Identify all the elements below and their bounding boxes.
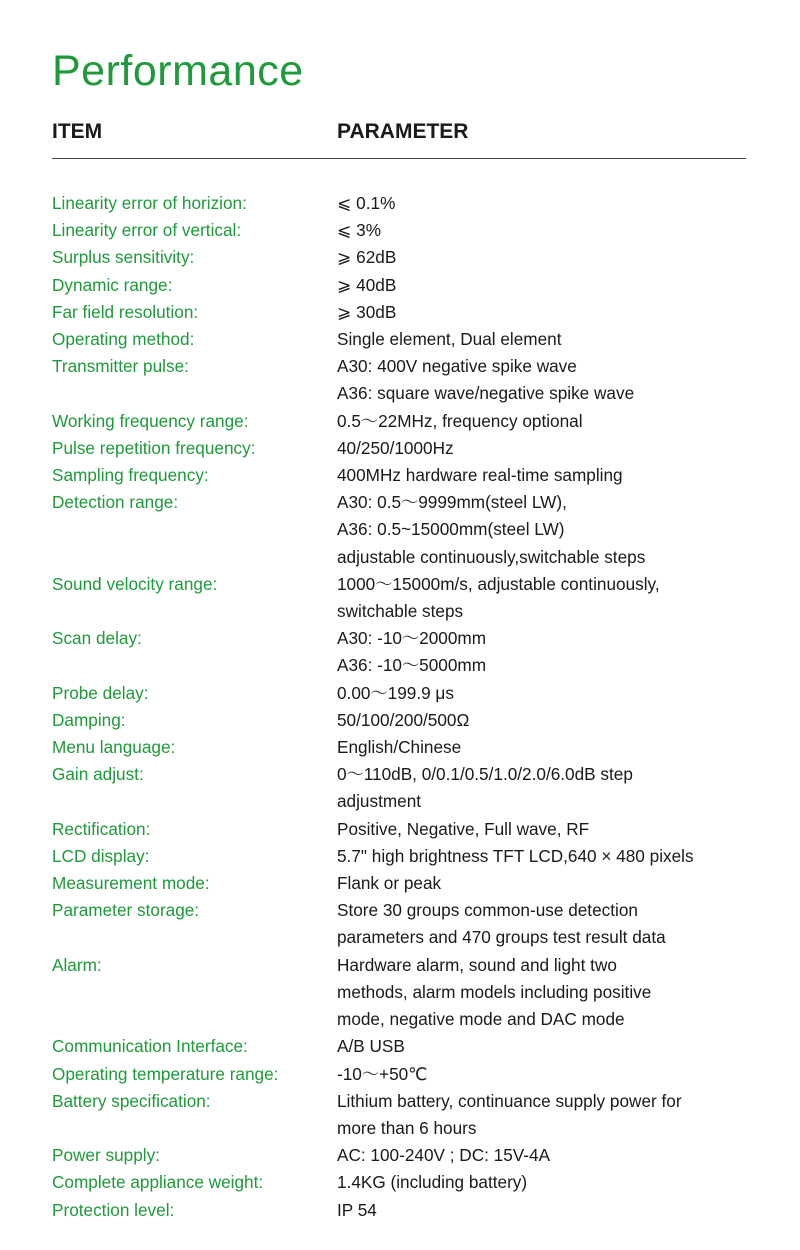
spec-value — [337, 571, 762, 625]
spec-row — [52, 761, 762, 815]
spec-value-line: Lithium battery, continuance supply power for — [337, 1090, 682, 1111]
spec-row — [52, 625, 762, 679]
spec-label: Protection level: — [52, 1199, 175, 1220]
spec-value-line: A36: 0.5~15000mm(steel LW) — [337, 519, 565, 540]
spec-value-line: Store 30 groups common-use detection — [337, 900, 638, 921]
spec-row — [52, 571, 762, 625]
spec-row — [52, 870, 762, 897]
spec-value — [337, 272, 762, 299]
spec-row — [52, 734, 762, 761]
spec-value — [337, 897, 762, 951]
spec-value — [337, 870, 762, 897]
spec-label: Complete appliance weight: — [52, 1172, 264, 1193]
spec-value — [337, 217, 762, 244]
spec-value — [337, 843, 762, 870]
spec-value-line: A30: 400V negative spike wave — [337, 356, 577, 377]
spec-label: Damping: — [52, 709, 126, 730]
spec-value-line: adjustment — [337, 791, 422, 812]
spec-list — [52, 190, 762, 1224]
spec-row — [52, 217, 762, 244]
spec-label: Dynamic range: — [52, 274, 173, 295]
spec-value — [337, 816, 762, 843]
spec-row — [52, 816, 762, 843]
spec-row — [52, 299, 762, 326]
header-divider — [52, 158, 746, 159]
spec-row — [52, 326, 762, 353]
spec-label: Linearity error of horizion: — [52, 193, 247, 213]
spec-value — [337, 326, 762, 353]
spec-value — [337, 244, 762, 271]
spec-value-line: A30: -10～2000mm — [337, 628, 487, 649]
spec-value-line: Hardware alarm, sound and light two — [337, 954, 617, 975]
spec-value — [337, 680, 762, 707]
spec-value-line: 0～110dB, 0/0.1/0.5/1.0/2.0/6.0dB step — [337, 764, 633, 785]
spec-row — [52, 897, 762, 951]
spec-value-line: IP 54 — [337, 1199, 377, 1220]
spec-label: Gain adjust: — [52, 764, 144, 785]
spec-label: Operating temperature range: — [52, 1063, 279, 1084]
spec-label: Battery specification: — [52, 1090, 211, 1111]
spec-value-line: switchable steps — [337, 601, 464, 622]
spec-value — [337, 1061, 762, 1088]
spec-value-line: 1000～15000m/s, adjustable continuously, — [337, 573, 660, 594]
spec-value-line: A/B USB — [337, 1036, 405, 1057]
spec-value-line: parameters and 470 groups test result data — [337, 927, 666, 948]
spec-label: Operating method: — [52, 329, 195, 350]
spec-row — [52, 1142, 762, 1169]
spec-label: Transmitter pulse: — [52, 356, 189, 377]
spec-label: LCD display: — [52, 845, 150, 866]
spec-value-line: ⩾ 40dB — [337, 274, 397, 295]
spec-value-line: A36: square wave/negative spike wave — [337, 383, 635, 404]
spec-label: Scan delay: — [52, 628, 142, 649]
spec-row — [52, 707, 762, 734]
spec-value-line: A36: -10～5000mm — [337, 655, 487, 676]
spec-value-line: 5.7" high brightness TFT LCD,640 × 480 pixels — [337, 845, 694, 866]
spec-label: Pulse repetition frequency: — [52, 437, 256, 458]
spec-value-line: 0.00～199.9 μs — [337, 682, 454, 703]
spec-value-line: 40/250/1000Hz — [337, 437, 454, 458]
spec-value — [337, 1142, 762, 1169]
spec-value — [337, 489, 762, 571]
spec-label: Measurement mode: — [52, 873, 210, 894]
spec-label: Linearity error of vertical: — [52, 220, 242, 241]
spec-row — [52, 1033, 762, 1060]
spec-label: Parameter storage: — [52, 900, 200, 921]
item-column-header: ITEM — [52, 120, 103, 143]
spec-row — [52, 489, 762, 571]
spec-label: Menu language: — [52, 737, 176, 758]
spec-row — [52, 462, 762, 489]
spec-value-line: more than 6 hours — [337, 1117, 477, 1138]
spec-value-line: 1.4KG (including battery) — [337, 1172, 528, 1193]
spec-row — [52, 244, 762, 271]
spec-row — [52, 952, 762, 1034]
spec-value — [337, 707, 762, 734]
spec-row — [52, 1088, 762, 1142]
spec-value — [337, 1088, 762, 1142]
spec-value — [337, 190, 762, 217]
spec-value — [337, 299, 762, 326]
spec-value-line: A30: 0.5～9999mm(steel LW), — [337, 492, 567, 513]
spec-value-line: adjustable continuously,switchable steps — [337, 546, 646, 567]
spec-label: Probe delay: — [52, 682, 149, 703]
spec-label: Working frequency range: — [52, 410, 249, 431]
spec-row — [52, 190, 762, 217]
spec-row — [52, 680, 762, 707]
spec-value-line: ⩾ 30dB — [337, 301, 397, 322]
spec-value — [337, 353, 762, 407]
spec-row — [52, 1197, 762, 1224]
spec-value — [337, 952, 762, 1034]
spec-value — [337, 435, 762, 462]
spec-value — [337, 462, 762, 489]
spec-label: Alarm: — [52, 954, 102, 975]
spec-value-line: ⩽ 3% — [337, 220, 382, 241]
spec-value-line: AC: 100-240V ; DC: 15V-4A — [337, 1145, 551, 1166]
spec-row — [52, 272, 762, 299]
spec-value-line: English/Chinese — [337, 737, 462, 758]
spec-value — [337, 1033, 762, 1060]
spec-value — [337, 408, 762, 435]
spec-label: Surplus sensitivity: — [52, 247, 195, 268]
spec-label: Communication Interface: — [52, 1036, 248, 1057]
spec-value-line: Single element, Dual element — [337, 329, 562, 350]
page-title: Performance — [52, 47, 304, 95]
spec-value-line: Flank or peak — [337, 873, 442, 894]
spec-value — [337, 734, 762, 761]
spec-value-line: methods, alarm models including positive — [337, 981, 652, 1002]
spec-row — [52, 435, 762, 462]
spec-label: Power supply: — [52, 1145, 160, 1166]
spec-value-line: Positive, Negative, Full wave, RF — [337, 818, 590, 839]
spec-row — [52, 408, 762, 435]
spec-label: Far field resolution: — [52, 301, 199, 322]
spec-value-line: 0.5～22MHz, frequency optional — [337, 410, 583, 431]
spec-value-line: 400MHz hardware real-time sampling — [337, 465, 623, 486]
spec-row — [52, 1061, 762, 1088]
spec-value-line: ⩽ 0.1% — [337, 193, 396, 213]
spec-value — [337, 761, 762, 815]
spec-value — [337, 1169, 762, 1196]
spec-row — [52, 843, 762, 870]
spec-value-line: 50/100/200/500Ω — [337, 709, 470, 730]
spec-value — [337, 625, 762, 679]
spec-label: Rectification: — [52, 818, 151, 839]
spec-label: Detection range: — [52, 492, 179, 513]
spec-value-line: -10～+50℃ — [337, 1063, 428, 1084]
spec-label: Sampling frequency: — [52, 465, 209, 486]
parameter-column-header: PARAMETER — [337, 120, 469, 143]
spec-value-line: ⩾ 62dB — [337, 247, 397, 268]
spec-value-line: mode, negative mode and DAC mode — [337, 1009, 625, 1030]
spec-row — [52, 1169, 762, 1196]
spec-value — [337, 1197, 762, 1224]
spec-label: Sound velocity range: — [52, 573, 218, 594]
spec-row — [52, 353, 762, 407]
